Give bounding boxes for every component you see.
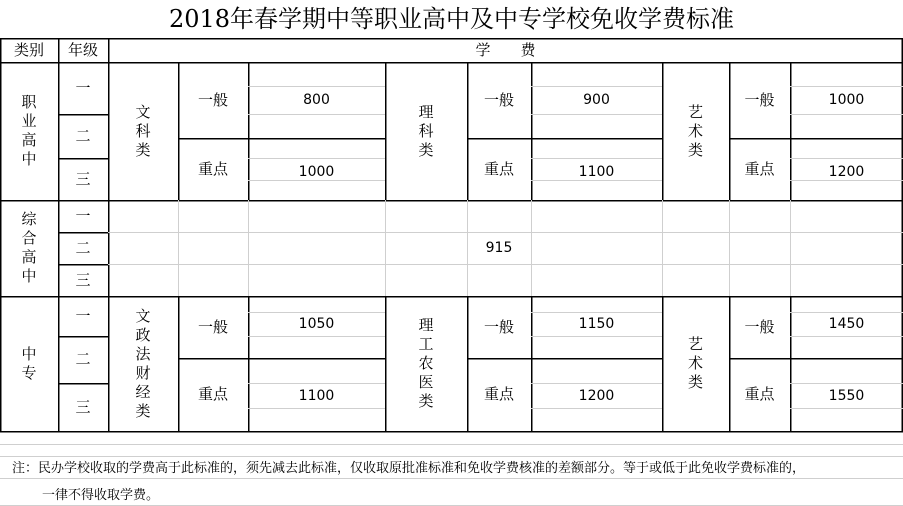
vertical-char: 理 — [418, 102, 434, 121]
vertical-char: 类 — [687, 373, 703, 391]
vertical-char: 理 — [418, 316, 434, 334]
fee-value: 1000 — [298, 164, 335, 180]
fee-value: 1550 — [828, 387, 865, 404]
fee-value: 915 — [485, 240, 513, 256]
level-general: 一般 — [197, 90, 228, 109]
grade-cell: 二 — [75, 350, 91, 368]
category-comprehensive-high-school — [0, 200, 58, 296]
fee-value: 900 — [583, 92, 610, 108]
category-vocational-high-school — [0, 62, 58, 200]
fee-value: 1200 — [578, 387, 615, 404]
vertical-char: 农 — [418, 354, 434, 372]
vertical-char: 科 — [418, 121, 434, 140]
vertical-char: 文 — [135, 102, 151, 121]
fee-value: 1100 — [298, 387, 335, 404]
subject-arts — [662, 296, 729, 431]
vertical-char: 中 — [21, 344, 37, 363]
vertical-char: 类 — [687, 140, 703, 159]
vertical-char: 综 — [21, 210, 37, 228]
vertical-char: 类 — [418, 392, 434, 410]
fee-value: 1000 — [828, 92, 865, 108]
subject-arts — [662, 62, 729, 200]
fee-value: 1100 — [578, 164, 615, 180]
vertical-char: 职 — [21, 93, 37, 111]
level-general: 一般 — [744, 317, 775, 336]
vertical-char: 业 — [21, 112, 37, 130]
level-key: 重点 — [483, 385, 514, 403]
vertical-char: 合 — [21, 229, 37, 247]
vertical-char: 法 — [135, 344, 151, 363]
level-general: 一般 — [483, 317, 514, 336]
vertical-char: 高 — [21, 248, 37, 266]
vertical-char: 文 — [135, 306, 151, 325]
level-key: 重点 — [197, 159, 228, 178]
category-technical-secondary-school — [0, 296, 58, 431]
level-general: 一般 — [483, 90, 514, 109]
subject-science — [385, 62, 467, 200]
subject-liberal-law-finance — [108, 296, 178, 431]
fee-value: 1450 — [828, 316, 865, 332]
vertical-char: 科 — [135, 121, 151, 140]
level-key: 重点 — [744, 159, 775, 178]
grade-cell: 一 — [75, 78, 91, 97]
grade-cell: 三 — [75, 270, 91, 289]
grade-cell: 一 — [75, 306, 91, 325]
grade-cell: 二 — [75, 126, 91, 145]
page-title: 2018年春学期中等职业高中及中专学校免收学费标准 — [168, 5, 735, 33]
subject-science-engineering-agri-med — [385, 296, 467, 431]
footnote-line-1: 注：民办学校收取的学费高于此标准的，须先减去此标准，仅收取原批准标准和免收学费核准的差额部分。等于或低于此免收学费标准的， — [12, 461, 806, 476]
fee-value: 1200 — [828, 164, 865, 180]
fee-value: 1050 — [298, 316, 335, 332]
grade-cell: 三 — [75, 169, 91, 188]
level-general: 一般 — [197, 317, 228, 336]
grade-cell: 二 — [75, 238, 91, 257]
grade-cell: 一 — [75, 206, 91, 225]
level-key: 重点 — [744, 385, 775, 403]
vertical-char: 中 — [21, 150, 37, 168]
vertical-char: 财 — [135, 363, 151, 382]
header-category: 类别 — [13, 40, 44, 59]
vertical-char: 类 — [418, 140, 434, 159]
vertical-char: 工 — [418, 335, 434, 353]
grade-cell: 三 — [75, 397, 91, 416]
vertical-char: 政 — [135, 325, 151, 344]
level-general: 一般 — [744, 90, 775, 109]
footnote-line-2: 一律不得收取学费。 — [42, 488, 160, 503]
fee-value: 800 — [303, 92, 330, 108]
vertical-char: 中 — [21, 267, 37, 285]
header-grade: 年级 — [67, 40, 98, 59]
fee-value: 1150 — [578, 316, 615, 332]
subject-liberal-arts — [108, 62, 178, 200]
vertical-char: 术 — [687, 121, 703, 140]
vertical-char: 类 — [135, 140, 151, 159]
level-key: 重点 — [197, 385, 228, 403]
vertical-char: 类 — [135, 401, 151, 420]
vertical-char: 术 — [687, 354, 703, 372]
vertical-char: 经 — [135, 382, 151, 401]
vertical-char: 高 — [21, 131, 37, 149]
vertical-char: 艺 — [687, 102, 703, 121]
level-key: 重点 — [483, 159, 514, 178]
header-fee: 学 费 — [475, 40, 536, 59]
vertical-char: 专 — [21, 363, 37, 382]
vertical-char: 医 — [418, 373, 434, 391]
vertical-char: 艺 — [687, 335, 703, 353]
